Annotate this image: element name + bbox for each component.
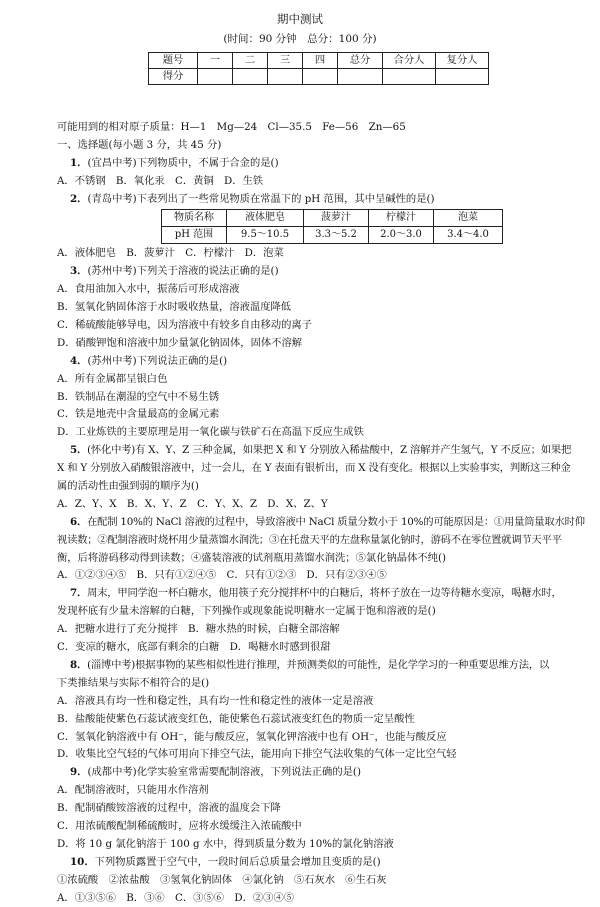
option: D．硝酸钾饱和溶液中加少量氯化钠固体，固体不溶解 — [57, 336, 303, 349]
header-cell: 四 — [303, 53, 338, 69]
question-number: 9． — [70, 766, 88, 779]
question-text: (宜昌中考)下列物质中，不属于合金的是() — [87, 156, 279, 169]
header-cell: 合分人 — [383, 53, 436, 69]
question-1-options: A．不锈钢 B．氧化汞 C．黄铜 D．生铁 — [57, 174, 264, 187]
question-number: 1． — [70, 156, 88, 169]
question-text: 下列物质露置于空气中，一段时间后总质量会增加且变质的是() — [94, 855, 381, 868]
ph-cell: 3.3～5.2 — [304, 227, 369, 244]
score-cell — [198, 69, 233, 85]
question-5-stem — [57, 442, 572, 460]
question-10-stem — [57, 854, 543, 872]
option: A．把糖水进行了充分搅拌 B．糖水热的时候，白糖全部溶解 — [57, 623, 340, 636]
question-text: (成都中考)化学实验室常需要配制溶液，下列说法正确的是() — [87, 766, 361, 779]
header-cell: 三 — [268, 53, 303, 69]
score-cell — [383, 69, 436, 85]
question-9-stem — [57, 764, 543, 782]
question-number: 8． — [70, 658, 88, 671]
exam-info: (时间：90 分钟 总分：100 分) — [223, 33, 377, 45]
page-title: 期中测试 — [277, 12, 323, 26]
ph-table-row — [162, 210, 503, 227]
header-cell: 二 — [233, 53, 268, 69]
option: A．溶液具有均一性和稳定性，具有均一性和稳定性的液体一定是溶液 — [57, 694, 374, 707]
score-table-header-row — [149, 53, 489, 69]
option: C．变凉的糖水，底部有剩余的白糖 D．喝糖水时感到很甜 — [57, 641, 331, 654]
ph-table-row — [162, 227, 503, 244]
ph-cell: 物质名称 — [162, 210, 227, 227]
question-8-stem — [57, 657, 550, 675]
question-5-options: A．Z、Y、X B．X、Y、Z C．Y、X、Z D．X、Z、Y — [57, 497, 328, 510]
question-text: (淄博中考)根据事物的某些相似性进行推理，并预测类似的可能性，是化学学习的一种重要思维方法，以 — [87, 658, 550, 671]
ph-cell: 柠檬汁 — [369, 210, 434, 227]
ph-table — [161, 209, 503, 244]
question-2-options: A．液体肥皂 B．菠萝汁 C．柠檬汁 D．泡菜 — [57, 247, 284, 260]
question-number: 6． — [70, 515, 88, 528]
score-cell — [338, 69, 383, 85]
option: B．配制硝酸铵溶液的过程中，溶液的温度会下降 — [57, 802, 281, 815]
option: B．铁制品在潮湿的空气中不易生锈 — [57, 390, 220, 403]
question-6-stem — [57, 514, 585, 532]
question-text: 周末，甲同学泡一杯白糖水，他用筷子充分搅拌杯中的白糖后，将杯子放在一边等待糖水变凉，喝糖水时， — [87, 587, 562, 600]
question-text: 在配制 10%的 NaCl 溶液的过程中，导致溶液中 NaCl 质量分数小于 10%的可能原因是：①用量筒量取水时仰 — [87, 515, 585, 528]
question-text: X 和 Y 分别放入硝酸银溶液中，过一会儿，在 Y 表面有银析出，而 X 没有变化。根据以上实验事实，判断这三种金 — [57, 462, 571, 475]
option: C．氢氧化钠溶液中有 OH⁻，能与酸反应，氢氧化钾溶液中也有 OH⁻，也能与酸反应 — [57, 730, 447, 743]
atomic-masses: 可能用到的相对原子质量：H—1 Mg—24 Cl—35.5 Fe—56 Zn—65 — [57, 121, 406, 133]
ph-cell: 3.4～4.0 — [434, 227, 503, 244]
option: B．氢氧化钠固体溶于水时吸收热量，溶液温度降低 — [57, 301, 292, 314]
ph-cell: 液体肥皂 — [227, 210, 304, 227]
score-cell — [233, 69, 268, 85]
question-text: (怀化中考)有 X、Y、Z 三种金属，如果把 X 和 Y 分别放入稀盐酸中，Z 溶解并产生氢气，Y 不反应；如果把 — [87, 444, 572, 457]
question-7-stem — [57, 585, 562, 603]
ph-cell: 9.5～10.5 — [227, 227, 304, 244]
question-10-options: A．①③⑤⑥ B．③⑥ C．③⑤⑥ D．②③④⑤ — [57, 891, 295, 904]
question-10-items: ①浓硫酸 ②浓盐酸 ③氢氧化钠固体 ④氯化钠 ⑤石灰水 ⑥生石灰 — [57, 873, 387, 886]
question-number: 7． — [70, 587, 88, 600]
header-cell: 复分人 — [436, 53, 489, 69]
option: C．用浓硫酸配制稀硫酸时，应将水缓缓注入浓硫酸中 — [57, 819, 302, 832]
question-number: 4． — [70, 354, 88, 367]
section-title: 一、选择题(每小题 3 分，共 45 分) — [57, 138, 222, 151]
option: C．稀硫酸能够导电，因为溶液中有较多自由移动的离子 — [57, 319, 313, 332]
question-1-stem — [57, 155, 543, 173]
option: C．铁是地壳中含量最高的金属元素 — [57, 408, 220, 421]
score-table — [148, 52, 489, 85]
ph-cell: 菠萝汁 — [304, 210, 369, 227]
question-number: 5． — [70, 444, 88, 457]
question-text: (苏州中考)下列关于溶液的说法正确的是() — [87, 265, 279, 278]
question-text: (苏州中考)下列说法正确的是() — [87, 354, 228, 367]
ph-cell: pH 范围 — [162, 227, 227, 244]
question-text: 属的活动性由强到弱的顺序为() — [57, 480, 199, 493]
question-number: 2． — [70, 192, 88, 205]
option: D．收集比空气轻的气体可用向下排空气法，能用向下排空气法收集的气体一定比空气轻 — [57, 748, 457, 761]
question-text: 下类推结果与实际不相符合的是() — [57, 676, 210, 689]
header-cell: 一 — [198, 53, 233, 69]
question-text: (青岛中考)下表列出了一些常见物质在常温下的 pH 范围，其中呈碱性的是() — [87, 192, 435, 205]
score-table-score-row — [149, 69, 489, 85]
option: D．工业炼铁的主要原理是用一氧化碳与铁矿石在高温下反应生成铁 — [57, 426, 364, 439]
option: B．盐酸能使紫色石蕊试液变红色，能使紫色石蕊试液变红色的物质一定呈酸性 — [57, 712, 415, 725]
option: A．所有金属都呈银白色 — [57, 372, 168, 385]
score-cell — [303, 69, 338, 85]
ph-cell: 泡菜 — [434, 210, 503, 227]
option: A．食用油加入水中，振荡后可形成溶液 — [57, 283, 240, 296]
option: D．将 10 g 氯化钠溶于 100 g 水中，得到质量分数为 10%的氯化钠溶液 — [57, 837, 394, 850]
option: A．配制溶液时，只能用水作溶剂 — [57, 784, 209, 797]
question-text: 衡，后将游码移动得到读数；④盛装溶液的试剂瓶用蒸馏水润洗；⑤氯化钠晶体不纯() — [57, 551, 447, 564]
ph-cell: 2.0～3.0 — [369, 227, 434, 244]
row-label: 得分 — [149, 69, 198, 85]
score-cell — [436, 69, 489, 85]
question-text: 发现杯底有少量未溶解的白糖，下列操作或现象能说明糖水一定属于饱和溶液的是() — [57, 605, 436, 618]
score-cell — [268, 69, 303, 85]
question-number: 3． — [70, 265, 88, 278]
question-number: 10． — [70, 855, 95, 868]
question-6-options: A．①②③④⑤ B．只有①②④⑤ C．只有①②③ D．只有②③④⑤ — [57, 569, 387, 582]
header-cell: 总分 — [338, 53, 383, 69]
question-text: 视读数；②配制溶液时烧杯用少量蒸馏水润洗；③在托盘天平的左盘称量氯化钠时，游码不在零位置就调节天平平 — [57, 533, 562, 546]
question-3-stem — [57, 263, 543, 281]
question-2-stem — [57, 191, 543, 209]
exam-content — [57, 119, 585, 907]
header-cell: 题号 — [149, 53, 198, 69]
question-4-stem — [57, 353, 543, 371]
